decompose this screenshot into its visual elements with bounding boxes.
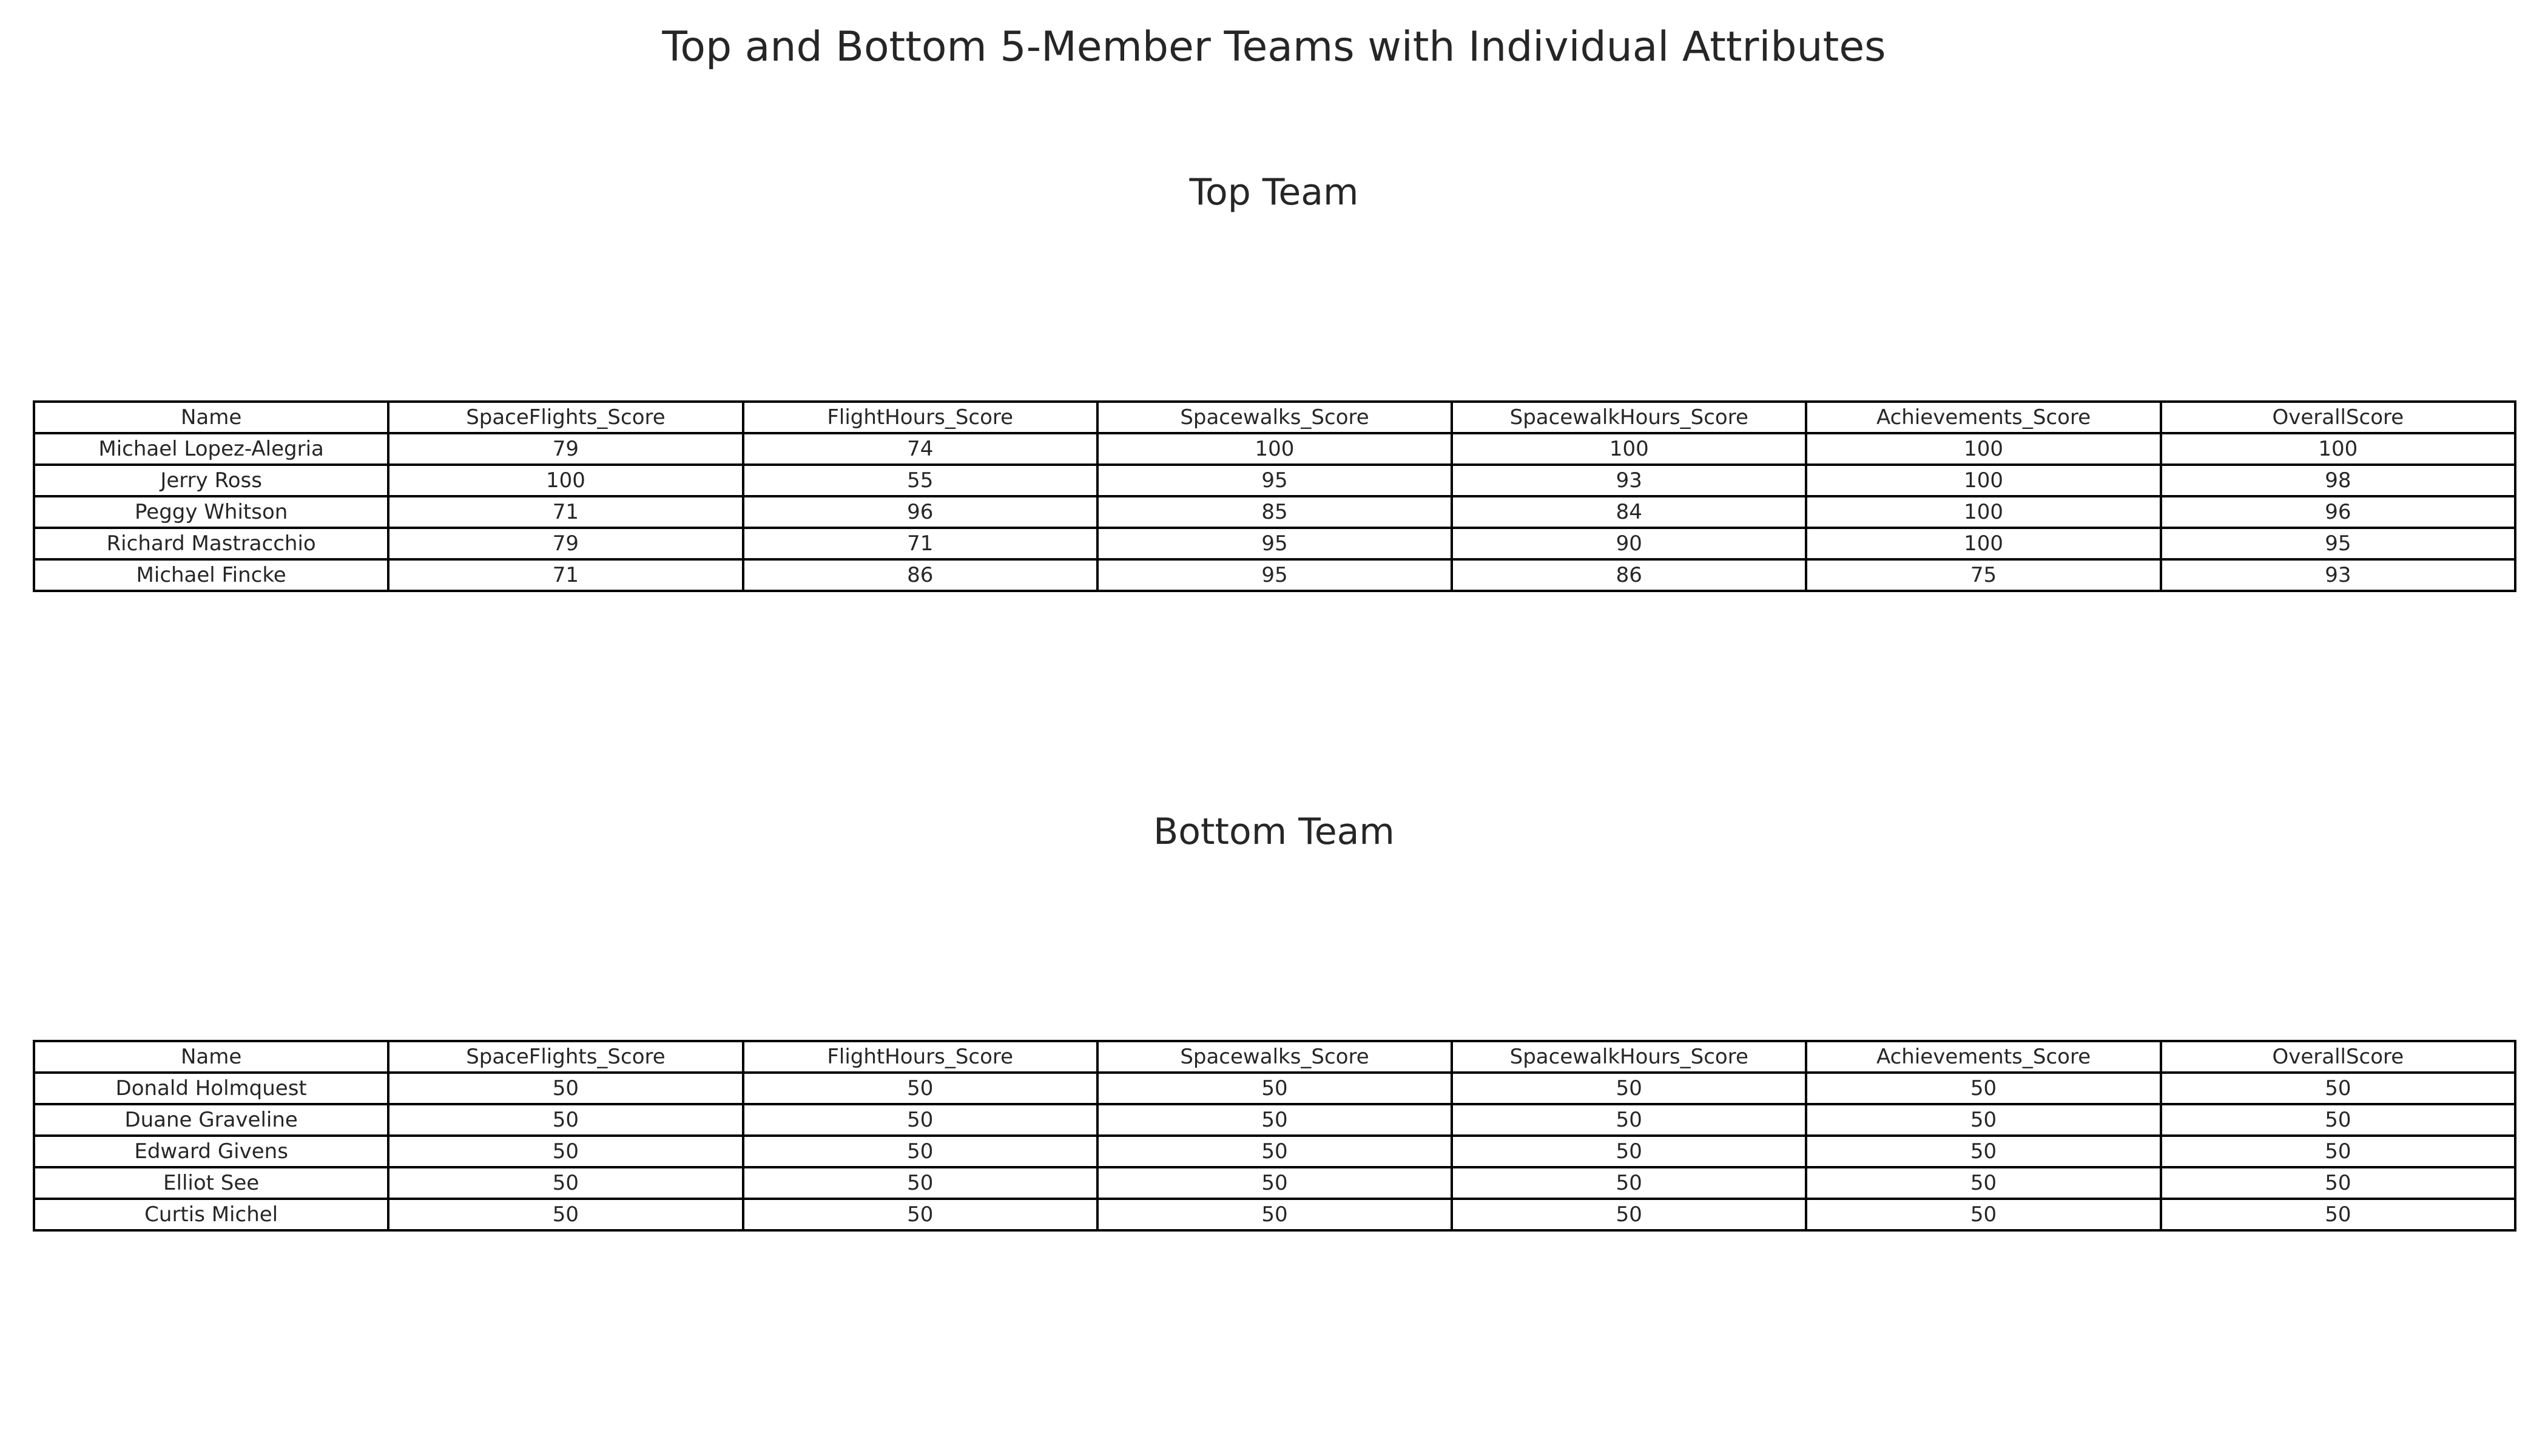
score-cell: 98 [2161, 465, 2515, 496]
column-header: Name [34, 1041, 388, 1073]
score-cell: 71 [388, 496, 743, 528]
score-cell: 85 [1097, 496, 1452, 528]
header-row [34, 402, 2515, 433]
column-header: SpaceFlights_Score [388, 1041, 743, 1073]
bottom-team-table [33, 1040, 2516, 1232]
table-row [34, 1104, 2515, 1136]
score-cell: 100 [1806, 528, 2160, 559]
score-cell: 86 [743, 559, 1097, 591]
score-cell: 96 [2161, 496, 2515, 528]
score-cell: 75 [1806, 559, 2160, 591]
score-cell: 100 [1452, 433, 1806, 465]
score-cell: 50 [388, 1136, 743, 1167]
score-cell: 79 [388, 528, 743, 559]
score-cell: 50 [1806, 1104, 2160, 1136]
score-cell: 50 [743, 1199, 1097, 1230]
score-cell: 79 [388, 433, 743, 465]
score-cell: 55 [743, 465, 1097, 496]
score-cell: 50 [1452, 1199, 1806, 1230]
name-cell: Peggy Whitson [34, 496, 388, 528]
name-cell: Edward Givens [34, 1136, 388, 1167]
score-cell: 100 [1806, 433, 2160, 465]
table-row [34, 1199, 2515, 1230]
score-cell: 50 [1452, 1167, 1806, 1199]
score-cell: 93 [1452, 465, 1806, 496]
bottom-team-title: Bottom Team [1153, 811, 1395, 853]
score-cell: 100 [388, 465, 743, 496]
score-cell: 100 [1097, 433, 1452, 465]
score-cell: 50 [388, 1104, 743, 1136]
chart-title: Top and Bottom 5-Member Teams with Individual Attributes [662, 23, 1886, 71]
name-cell: Elliot See [34, 1167, 388, 1199]
score-cell: 50 [1452, 1104, 1806, 1136]
column-header: OverallScore [2161, 402, 2515, 433]
score-cell: 95 [1097, 465, 1452, 496]
column-header: OverallScore [2161, 1041, 2515, 1073]
top-team-title: Top Team [1189, 171, 1359, 214]
score-cell: 50 [1806, 1073, 2160, 1104]
score-cell: 50 [1806, 1199, 2160, 1230]
column-header: SpaceFlights_Score [388, 402, 743, 433]
score-cell: 86 [1452, 559, 1806, 591]
column-header: Spacewalks_Score [1097, 402, 1452, 433]
score-cell: 100 [2161, 433, 2515, 465]
score-cell: 100 [1806, 496, 2160, 528]
name-cell: Richard Mastracchio [34, 528, 388, 559]
score-cell: 71 [388, 559, 743, 591]
table-row [34, 1167, 2515, 1199]
column-header: Name [34, 402, 388, 433]
score-cell: 50 [743, 1104, 1097, 1136]
score-cell: 50 [1097, 1136, 1452, 1167]
score-cell: 50 [1097, 1199, 1452, 1230]
column-header: SpacewalkHours_Score [1452, 1041, 1806, 1073]
column-header: Spacewalks_Score [1097, 1041, 1452, 1073]
score-cell: 95 [2161, 528, 2515, 559]
score-cell: 50 [2161, 1073, 2515, 1104]
score-cell: 95 [1097, 528, 1452, 559]
score-cell: 50 [388, 1199, 743, 1230]
column-header: FlightHours_Score [743, 1041, 1097, 1073]
header-row [34, 1041, 2515, 1073]
table-row [34, 496, 2515, 528]
score-cell: 50 [743, 1073, 1097, 1104]
score-cell: 50 [1806, 1136, 2160, 1167]
score-cell: 84 [1452, 496, 1806, 528]
score-cell: 50 [2161, 1199, 2515, 1230]
score-cell: 50 [1097, 1167, 1452, 1199]
score-cell: 50 [1097, 1104, 1452, 1136]
score-cell: 74 [743, 433, 1097, 465]
column-header: SpacewalkHours_Score [1452, 402, 1806, 433]
name-cell: Jerry Ross [34, 465, 388, 496]
score-cell: 50 [1452, 1136, 1806, 1167]
name-cell: Michael Fincke [34, 559, 388, 591]
name-cell: Duane Graveline [34, 1104, 388, 1136]
score-cell: 50 [1806, 1167, 2160, 1199]
score-cell: 50 [743, 1136, 1097, 1167]
column-header: FlightHours_Score [743, 402, 1097, 433]
score-cell: 50 [2161, 1104, 2515, 1136]
name-cell: Michael Lopez-Alegria [34, 433, 388, 465]
score-cell: 50 [1452, 1073, 1806, 1104]
score-cell: 100 [1806, 465, 2160, 496]
name-cell: Curtis Michel [34, 1199, 388, 1230]
score-cell: 93 [2161, 559, 2515, 591]
table-row [34, 433, 2515, 465]
score-cell: 50 [2161, 1167, 2515, 1199]
score-cell: 95 [1097, 559, 1452, 591]
table-row [34, 528, 2515, 559]
score-cell: 50 [388, 1073, 743, 1104]
column-header: Achievements_Score [1806, 1041, 2160, 1073]
score-cell: 50 [2161, 1136, 2515, 1167]
score-cell: 71 [743, 528, 1097, 559]
score-cell: 90 [1452, 528, 1806, 559]
column-header: Achievements_Score [1806, 402, 2160, 433]
name-cell: Donald Holmquest [34, 1073, 388, 1104]
top-team-table [33, 400, 2516, 592]
score-cell: 50 [388, 1167, 743, 1199]
score-cell: 50 [1097, 1073, 1452, 1104]
table-row [34, 1073, 2515, 1104]
table-row [34, 465, 2515, 496]
table-row [34, 1136, 2515, 1167]
score-cell: 96 [743, 496, 1097, 528]
table-row [34, 559, 2515, 591]
score-cell: 50 [743, 1167, 1097, 1199]
